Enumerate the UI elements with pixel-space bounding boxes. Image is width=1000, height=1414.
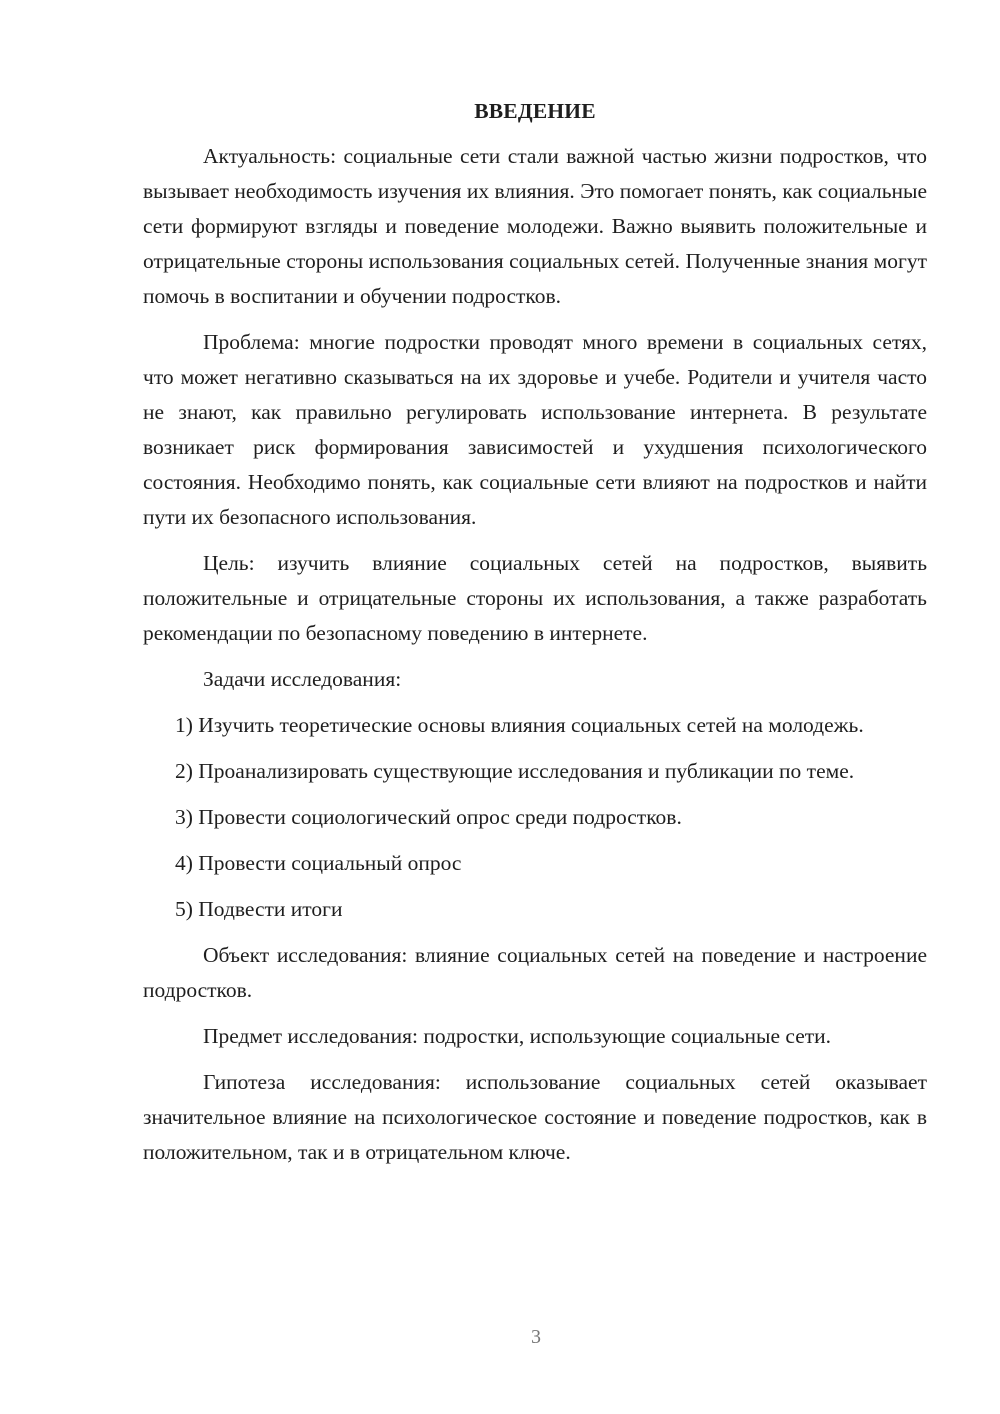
task-item-4: 4) Провести социальный опрос — [175, 851, 462, 875]
task-item-3: 3) Провести социологический опрос среди подростков. — [175, 805, 682, 829]
page-content — [143, 96, 927, 1170]
paragraph-problem: Проблема: многие подростки проводят много времени в социальных сетях, что может негативно сказываться на их здоровье и учебе. Родители и учителя часто не знают, как правильно регулировать использование интернета. В результате возникает риск формирования зависимостей и ухудшения психологического состояния. Необходимо понять, как социальные сети влияют на подростков и найти пути их безопасного использования. — [143, 330, 927, 529]
paragraph-object: Объект исследования: влияние социальных сетей на поведение и настроение подростков. — [143, 943, 927, 1002]
tasks-title: Задачи исследования: — [203, 667, 402, 691]
task-item-2: 2) Проанализировать существующие исследования и публикации по теме. — [175, 759, 855, 783]
page-number: 3 — [531, 1326, 541, 1348]
paragraph-actuality: Актуальность: социальные сети стали важной частью жизни подростков, что вызывает необходимость изучения их влияния. Это помогает понять, как социальные сети формируют взгляды и поведение молодежи. Важно выявить положительные и отрицательные стороны использования социальных сетей. Полученные знания могут помочь в воспитании и обучении подростков. — [143, 144, 927, 308]
page-title: ВВЕДЕНИЕ — [474, 99, 596, 123]
paragraph-goal: Цель: изучить влияние социальных сетей на подростков, выявить положительные и отрицательные стороны их использования, а также разработать рекомендации по безопасному поведению в интернете. — [143, 551, 927, 645]
task-item-1: 1) Изучить теоретические основы влияния социальных сетей на молодежь. — [175, 713, 864, 737]
paragraph-hypothesis: Гипотеза исследования: использование социальных сетей оказывает значительное влияние на психологическое состояние и поведение подростков, как в положительном, так и в отрицательном ключе. — [143, 1070, 927, 1164]
paragraph-subject: Предмет исследования: подростки, использующие социальные сети. — [203, 1024, 832, 1048]
task-item-5: 5) Подвести итоги — [175, 897, 343, 921]
